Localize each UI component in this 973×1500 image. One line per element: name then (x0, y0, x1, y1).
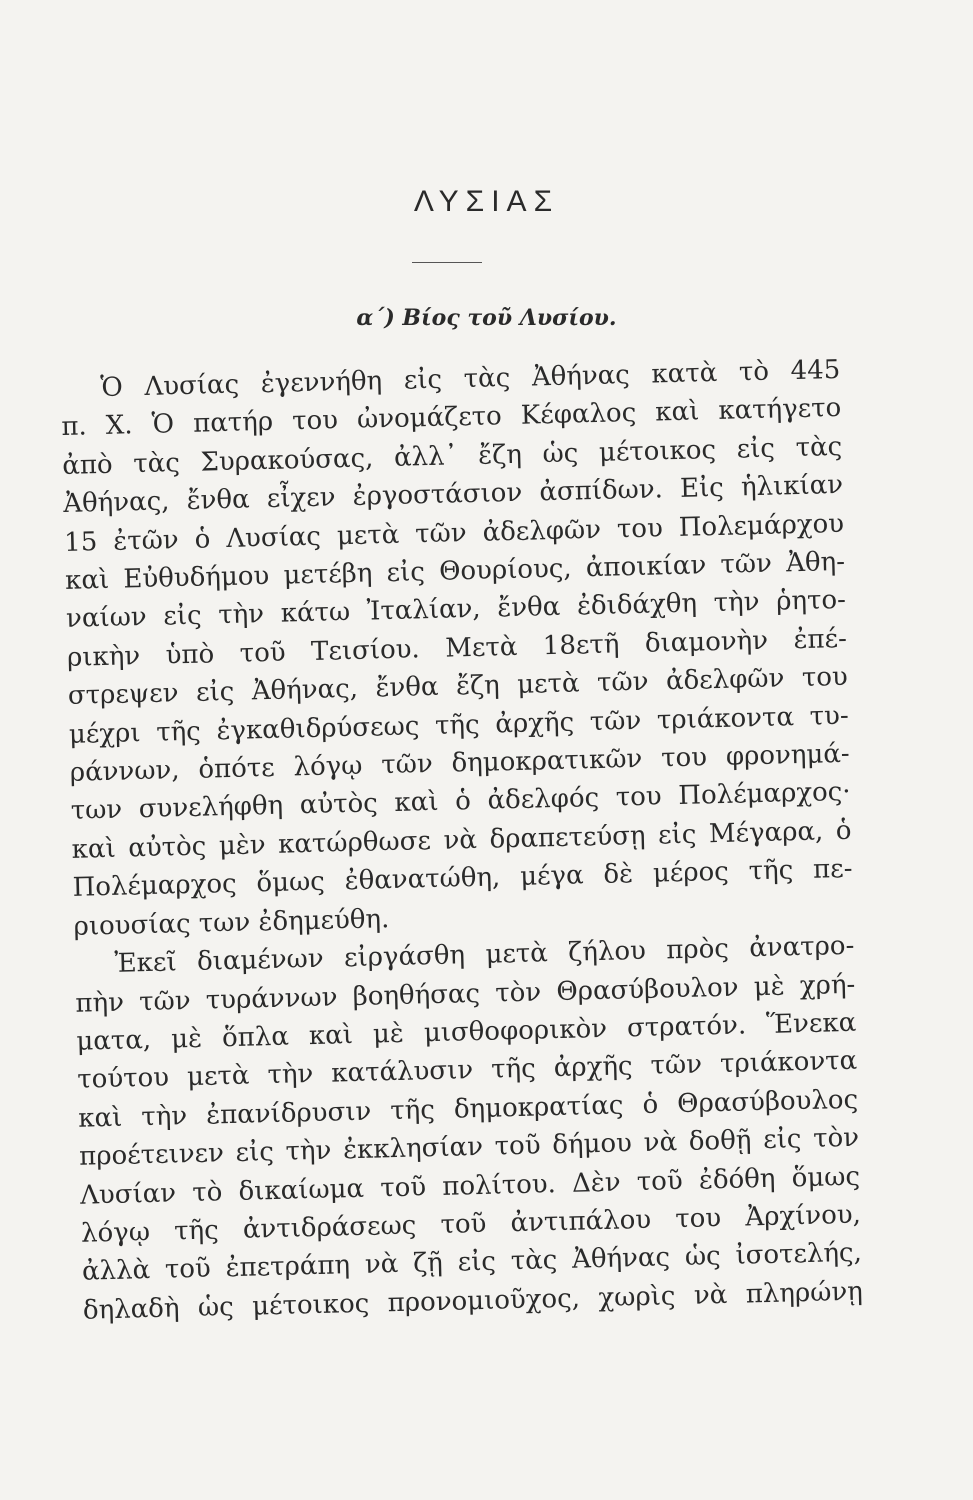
text-line: Λυσίαν τὸ δικαίωμα τοῦ πολίτου. Δὲν τοῦ ἐδόθη ὅμως (79, 1161, 861, 1211)
body-text (60, 351, 863, 1330)
text-line: ρικὴν ὑπὸ τοῦ Τεισίου. Μετὰ 18ετῆ διαμονὴν ἐπέ- (66, 623, 848, 673)
text-line: ἀλλὰ τοῦ ἐπετράπη νὰ ζῇ εἰς τὰς Ἀθήνας ὡς ἰσοτελής, (81, 1238, 863, 1288)
text-line: ράννων, ὁπότε λόγῳ τῶν δημοκρατικῶν του φρονημά- (69, 738, 850, 788)
text-line: Ἀθήνας, ἔνθα εἶχεν ἐργοστάσιον ἀσπίδων. Εἰς ἡλικίαν (62, 470, 844, 520)
text-line: 15 ἐτῶν ὁ Λυσίας μετὰ τῶν ἀδελφῶν του Πολεμάρχου (63, 508, 845, 558)
text-line: Ὁ Λυσίας ἐγεννήθη εἰς τὰς Ἀθήνας κατὰ τὸ 445 (100, 354, 841, 404)
section-heading: α΄) Βίος τοῦ Λυσίου. (356, 305, 617, 331)
text-line: καὶ αὐτὸς μὲν κατώρθωσε νὰ δραπετεύσῃ εἰς Μέγαρα, ὁ (71, 815, 852, 865)
text-line: λόγῳ τῆς ἀντιδράσεως τοῦ ἀντιπάλου του Ἀρχίνου, (80, 1199, 862, 1249)
text-line: των συνελήφθη αὐτὸς καὶ ὁ ἀδελφός του Πολέμαρχος· (70, 777, 851, 827)
text-line: Πολέμαρχος ὅμως ἐθανατώθη, μέγα δὲ μέρος τῆς πε- (72, 854, 853, 904)
text-line: μέχρι τῆς ἐγκαθιδρύσεως τῆς ἀρχῆς τῶν τριάκοντα τυ- (68, 700, 850, 750)
text-line: Ἐκεῖ διαμένων εἰργάσθη μετὰ ζήλου πρὸς ἀνατρο- (114, 930, 855, 979)
text-line: ναίων εἰς τὴν κάτω Ἰταλίαν, ἔνθα ἐδιδάχθη τὴν ῥητο- (65, 585, 847, 635)
text-line: π. Χ. Ὁ πατήρ του ὠνομάζετο Κέφαλος καὶ κατήγετο (61, 393, 842, 443)
text-line: καὶ Εὐθυδήμου μετέβη εἰς Θουρίους, ἀποικίαν τῶν Ἀθη- (64, 546, 846, 596)
page-title: ΛΥΣΙΑΣ (413, 185, 560, 218)
text-line: τούτου μετὰ τὴν κατάλυσιν τῆς ἀρχῆς τῶν τριάκοντα (76, 1046, 858, 1096)
text-line: ἀπὸ τὰς Συρακούσας, ἀλλ᾽ ἔζη ὡς μέτοικος εἰς τὰς (61, 431, 843, 481)
text-line: δηλαδὴ ὡς μέτοικος προνομιοῦχος, χωρὶς νὰ πληρώνῃ (82, 1276, 864, 1326)
text-line: ματα, μὲ ὅπλα καὶ μὲ μισθοφορικὸν στρατόν. Ἕνεκα (76, 1007, 857, 1057)
text-line: καὶ τὴν ἐπανίδρυσιν τῆς δημοκρατίας ὁ Θρασύβουλος (77, 1084, 859, 1134)
title-divider (412, 262, 482, 263)
text-line: ριουσίας των ἐδημεύθη. (73, 903, 390, 942)
text-line: πὴν τῶν τυράννων βοηθήσας τὸν Θρασύβουλον μὲ χρή- (75, 969, 856, 1019)
text-line: προέτεινεν εἰς τὴν ἐκκλησίαν τοῦ δήμου νὰ δοθῇ εἰς τὸν (78, 1122, 860, 1172)
text-line: στρεψεν εἰς Ἀθήνας, ἔνθα ἔζη μετὰ τῶν ἀδελφῶν του (67, 662, 849, 712)
